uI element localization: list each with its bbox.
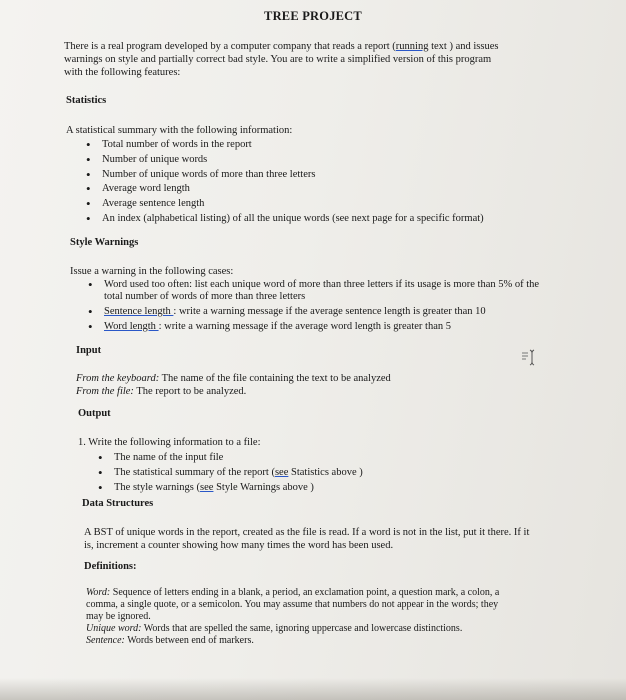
list-item: • Word used too often: list each unique word of more than three letters if its usage is more than 5% of the total number of words of more than three letters [86,279,546,303]
list-item: • Word length : write a warning message if the average word length is greater than 5 [86,320,546,335]
list-item: • Average sentence length [84,197,484,212]
data-structures-line-2: is, increment a counter showing how many times the word has been used. [84,540,394,551]
output-heading: Output [78,408,111,419]
list-item: • Number of unique words of more than three letters [84,168,484,183]
list-item: • An index (alphabetical listing) of all the unique words (see next page for a specific format) [84,212,484,227]
definition-sentence: Sentence: Words between end of markers. [86,635,254,646]
list-item: • Number of unique words [84,153,484,168]
data-structures-line-1: A BST of unique words in the report, created as the file is read. If a word is not in the list, put it there. If it [84,527,530,538]
statistics-heading: Statistics [66,95,107,106]
input-heading: Input [76,345,102,356]
intro-line-3: with the following features: [64,67,181,78]
style-warnings-lead: Issue a warning in the following cases: [70,266,234,277]
text-cursor-icon [520,348,538,366]
list-item: • The statistical summary of the report (see Statistics above ) [96,466,363,481]
definitions-heading: Definitions: [84,561,137,572]
intro-line-1: There is a real program developed by a computer company that reads a report (running text ) and issues [64,41,499,52]
statistics-lead: A statistical summary with the following information: [66,125,293,136]
output-list [96,451,363,495]
output-lead: 1. Write the following information to a file: [78,437,261,448]
intro-line-2: warnings on style and partially correct bad style. You are to write a simplified version of this program [64,54,492,65]
list-item: • Total number of words in the report [84,138,484,153]
definition-unique-word: Unique word: Words that are spelled the same, ignoring uppercase and lowercase distinctions. [86,623,463,634]
definition-word-line-3: may be ignored. [86,611,151,622]
list-item: • Average word length [84,182,484,197]
list-item: • The name of the input file [96,451,363,466]
page-shadow [0,678,626,700]
input-keyboard: From the keyboard: The name of the file containing the text to be analyzed [76,373,391,384]
definition-word-line-2: comma, a single quote, or a semicolon. You may assume that numbers do not appear in the words; they [86,599,499,610]
style-warnings-heading: Style Warnings [70,237,139,248]
definition-word-line-1: Word: Sequence of letters ending in a blank, a period, an exclamation point, a question mark, a colon, a [86,587,500,598]
style-warnings-list [86,279,546,335]
page-title: TREE PROJECT [264,9,362,23]
input-file: From the file: The report to be analyzed. [76,386,247,397]
list-item: • The style warnings (see Style Warnings above ) [96,481,363,496]
list-item: • Sentence length : write a warning message if the average sentence length is greater than 10 [86,305,546,320]
statistics-list [84,138,484,227]
data-structures-heading: Data Structures [82,498,154,509]
